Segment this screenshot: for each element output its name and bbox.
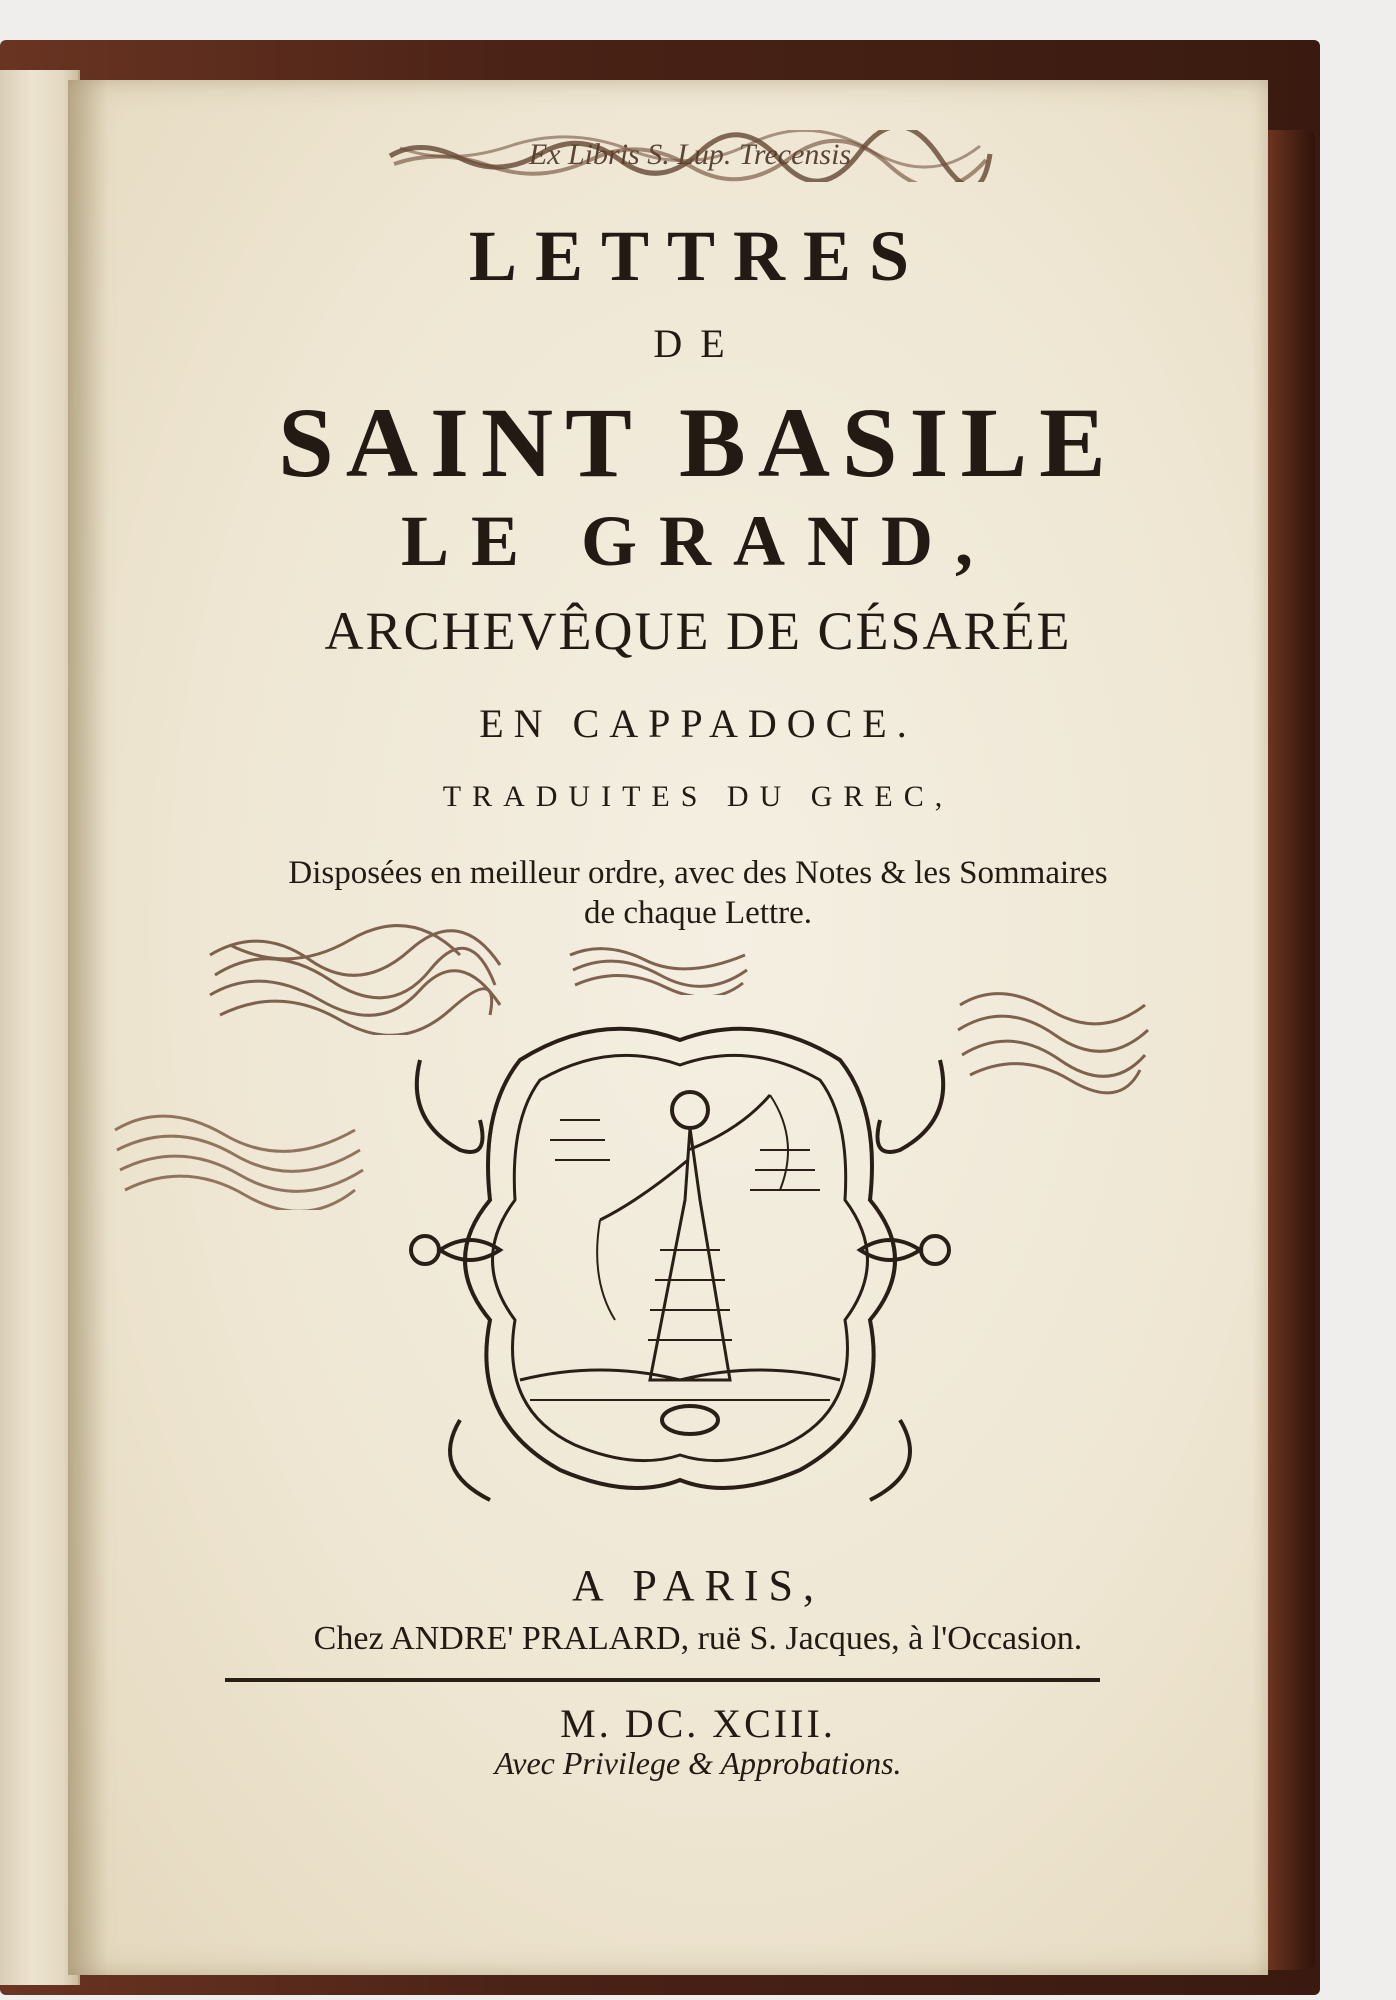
inscription-text: Ex Libris S. Lup. Trecensis (528, 138, 852, 171)
title-line-chaque-lettre: de chaque Lettre. (583, 895, 813, 931)
title-line-le-grand: LE GRAND, (400, 501, 996, 581)
woodcut-ornament-icon (400, 1000, 960, 1520)
privilege-line: Avec Privilege & Approbations. (494, 1745, 902, 1781)
imprint-publisher: Chez ANDRE' PRALARD, ruë S. Jacques, à l'Occasion. (313, 1620, 1083, 1657)
imprint-city: A PARIS, (571, 1561, 825, 1610)
title-line-saint-basile: SAINT BASILE (278, 387, 1118, 498)
imprint-date: M. DC. XCIII. (560, 1701, 836, 1746)
ink-scribble-icon (950, 975, 1155, 1095)
title-line-archeveque: ARCHEVÊQUE DE CÉSARÉE (324, 601, 1072, 661)
title-line-traduites: TRADUITES DU GREC, (442, 780, 954, 813)
ink-scribble-icon (105, 1090, 375, 1210)
imprint-rule (225, 1678, 1100, 1682)
ink-scribble-icon (565, 935, 755, 995)
crossed-out-inscription (380, 130, 1000, 182)
scribble-over-icon (380, 130, 1000, 182)
title-line-lettres: LETTRES (468, 216, 928, 296)
title-line-cappadoce: EN CAPPADOCE. (479, 701, 917, 746)
title-line-de: DE (653, 321, 743, 366)
title-line-disposees: Disposées en meilleur ordre, avec des Notes & les Sommaires (288, 855, 1108, 891)
